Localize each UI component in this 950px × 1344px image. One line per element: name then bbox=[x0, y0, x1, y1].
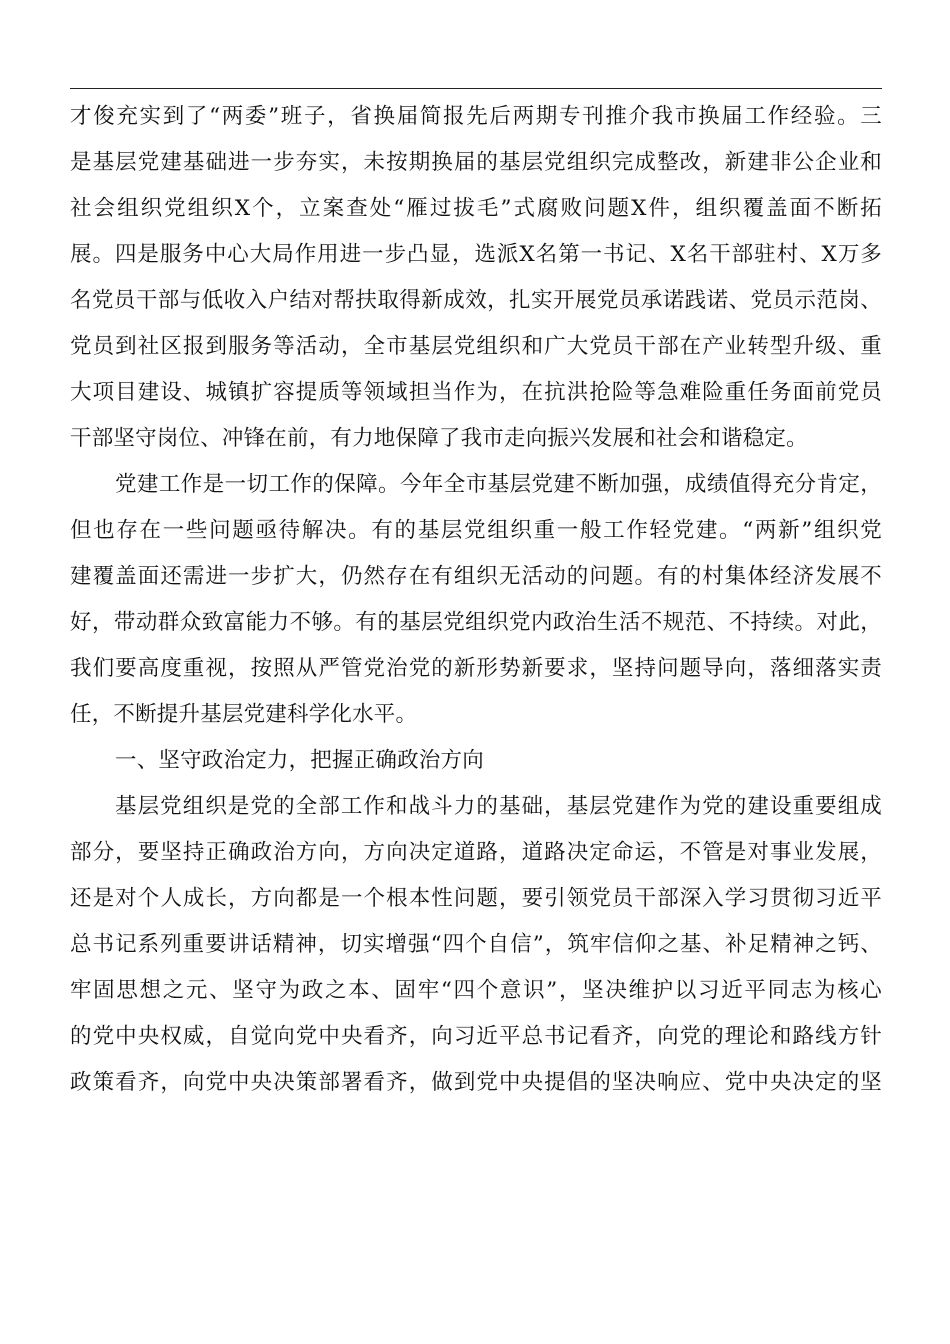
text-line: 好，带动群众致富能力不够。有的基层党组织党内政治生活不规范、不持续。对此， bbox=[70, 610, 882, 635]
text-line: 展。四是服务中心大局作用进一步凸显，选派X名第一书记、X名干部驻村、X万多 bbox=[70, 242, 882, 267]
paragraph-direction bbox=[70, 784, 882, 1106]
paragraph-continuation bbox=[70, 94, 882, 462]
text-line: 还是对个人成长，方向都是一个根本性问题，要引领党员干部深入学习贯彻习近平 bbox=[70, 886, 882, 911]
text-line: 但也存在一些问题亟待解决。有的基层党组织重一般工作轻党建。“两新”组织党 bbox=[70, 518, 882, 543]
text-line: 建覆盖面还需进一步扩大，仍然存在有组织无活动的问题。有的村集体经济发展不 bbox=[70, 564, 882, 589]
text-line: 才俊充实到了“两委”班子，省换届简报先后两期专刊推介我市换届工作经验。三 bbox=[70, 104, 882, 129]
text-line: 牢固思想之元、坚守为政之本、固牢“四个意识”，坚决维护以习近平同志为核心 bbox=[70, 978, 882, 1003]
text-line: 的党中央权威，自觉向党中央看齐，向习近平总书记看齐，向党的理论和路线方针 bbox=[70, 1024, 882, 1049]
text-line: 党建工作是一切工作的保障。今年全市基层党建不断加强，成绩值得充分肯定， bbox=[115, 472, 882, 497]
document-body bbox=[70, 94, 882, 1106]
text-line: 名党员干部与低收入户结对帮扶取得新成效，扎实开展党员承诺践诺、党员示范岗、 bbox=[70, 288, 882, 313]
text-line: 政策看齐，向党中央决策部署看齐，做到党中央提倡的坚决响应、党中央决定的坚 bbox=[70, 1070, 882, 1095]
heading-text: 一、坚守政治定力，把握正确政治方向 bbox=[115, 748, 484, 773]
text-line: 基层党组织是党的全部工作和战斗力的基础，基层党建作为党的建设重要组成 bbox=[115, 794, 882, 819]
header-rule bbox=[70, 88, 882, 89]
text-line: 部分，要坚持正确政治方向，方向决定道路，道路决定命运，不管是对事业发展， bbox=[70, 840, 882, 865]
paragraph-problems bbox=[70, 462, 882, 738]
text-line: 任，不断提升基层党建科学化水平。 bbox=[70, 702, 418, 727]
text-line: 是基层党建基础进一步夯实，未按期换届的基层党组织完成整改，新建非公企业和 bbox=[70, 150, 882, 175]
text-line: 我们要高度重视，按照从严管党治党的新形势新要求，坚持问题导向，落细落实责 bbox=[70, 656, 882, 681]
text-line: 大项目建设、城镇扩容提质等领域担当作为，在抗洪抢险等急难险重任务面前党员 bbox=[70, 380, 882, 405]
text-line: 社会组织党组织X个，立案查处“雁过拔毛”式腐败问题X件，组织覆盖面不断拓 bbox=[70, 196, 882, 221]
section-heading bbox=[70, 738, 882, 784]
text-line: 干部坚守岗位、冲锋在前，有力地保障了我市走向振兴发展和社会和谐稳定。 bbox=[70, 426, 808, 451]
text-line: 党员到社区报到服务等活动，全市基层党组织和广大党员干部在产业转型升级、重 bbox=[70, 334, 882, 359]
text-line: 总书记系列重要讲话精神，切实增强“四个自信”，筑牢信仰之基、补足精神之钙、 bbox=[70, 932, 882, 957]
